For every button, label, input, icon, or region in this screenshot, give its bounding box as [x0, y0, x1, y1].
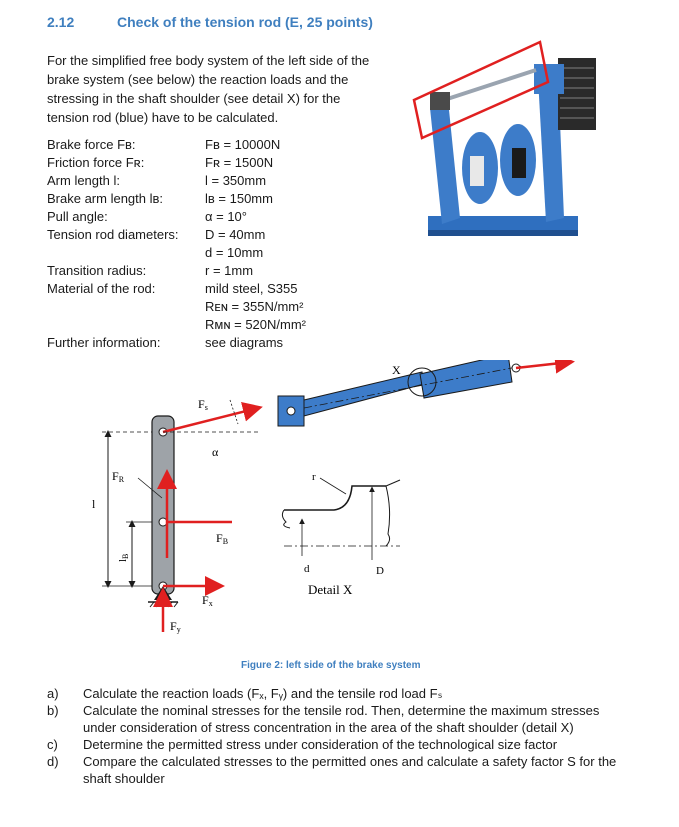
brake-lining-left: [470, 156, 484, 186]
param-label: Pull angle:: [47, 209, 108, 224]
label-fx: Fx: [202, 593, 213, 608]
brake-left-arm: [430, 100, 460, 224]
section-number: 2.12: [47, 14, 75, 30]
task-marker: a): [47, 686, 59, 701]
label-fs: Fs: [198, 397, 208, 412]
param-label: Further information:: [47, 335, 161, 350]
label-lb: lB: [117, 553, 130, 562]
intro-line: tension rod (blue) have to be calculated.: [47, 110, 279, 125]
label-alpha: α: [212, 445, 219, 459]
brake-base-shadow: [428, 230, 578, 236]
param-value: lʙ = 150mm: [205, 191, 273, 206]
param-label: Material of the rod:: [47, 281, 156, 296]
detail-x-caption: Detail X: [308, 582, 353, 597]
task-text: Determine the permitted stress under consideration of the technological size factor: [83, 737, 558, 752]
task-marker: b): [47, 703, 59, 718]
param-value: α = 10°: [205, 209, 247, 224]
label-x: X: [392, 363, 401, 377]
angle-arc: [230, 400, 238, 424]
task-item: [47, 702, 627, 736]
param-label: Brake arm length lʙ:: [47, 191, 164, 206]
task-item: [47, 753, 627, 787]
rod-pin-left: [287, 407, 295, 415]
label-d-big: D: [376, 565, 384, 577]
task-marker: d): [47, 754, 59, 769]
lever-arm: [152, 416, 174, 594]
param-label: [47, 244, 179, 262]
param-value: Fʙ = 10000N: [205, 137, 281, 152]
rod-end-block: [430, 92, 450, 110]
parameter-labels: [47, 136, 179, 352]
param-label: Arm length l:: [47, 173, 120, 188]
param-value: Fʀ = 1500N: [205, 155, 274, 170]
label-fy: Fy: [170, 619, 181, 634]
detail-x-drawing: [282, 478, 400, 560]
task-list: [47, 685, 627, 787]
label-d-small: d: [304, 563, 310, 575]
label-fr: FR: [112, 469, 125, 484]
param-value: r = 1mm: [205, 263, 254, 278]
param-value: D = 40mm: [205, 227, 266, 242]
actuator-mount: [534, 64, 564, 94]
label-l: l: [92, 497, 96, 511]
param-value: see diagrams: [205, 335, 284, 350]
param-label: Brake force Fʙ:: [47, 137, 136, 152]
free-body-diagram: [90, 360, 590, 650]
label-r: r: [312, 471, 316, 483]
brake-lining-right: [512, 148, 526, 178]
task-item: [47, 736, 627, 753]
task-text: Calculate the nominal stresses for the tensile rod. Then, determine the maximum stresses under consideration of stress concentration in the area of the shaft shoulder (detail X): [83, 703, 600, 735]
brake-photo: [408, 38, 608, 248]
task-text: Compare the calculated stresses to the permitted ones and calculate a safety factor S for the shaft shoulder: [83, 754, 617, 786]
param-label: [47, 316, 179, 334]
param-value: l = 350mm: [205, 173, 267, 188]
section-title: Check of the tension rod (E, 25 points): [117, 14, 373, 30]
param-label: [47, 298, 179, 316]
force-fs-arrow: [163, 408, 258, 432]
intro-line: stressing in the shaft shoulder (see detail X) for the: [47, 91, 341, 106]
rod-shaft-thick: [420, 360, 512, 398]
task-item: [47, 685, 627, 702]
param-label: Transition radius:: [47, 263, 147, 278]
parameter-values: [205, 136, 306, 352]
intro-paragraph: [47, 51, 407, 127]
figure-caption: Figure 2: left side of the brake system: [241, 660, 421, 671]
intro-line: For the simplified free body system of the left side of the: [47, 53, 370, 68]
tension-rod-photo: [438, 70, 536, 102]
param-value: d = 10mm: [205, 245, 264, 260]
param-value: Rᴍɴ = 520N/mm²: [205, 317, 307, 332]
task-text: Calculate the reaction loads (Fₓ, Fᵧ) and the tensile rod load Fₛ: [83, 686, 443, 701]
param-value: Rᴇɴ = 355N/mm²: [205, 299, 304, 314]
param-label: Tension rod diameters:: [47, 227, 179, 242]
param-value: mild steel, S355: [205, 281, 298, 296]
intro-line: brake system (see below) the reaction loads and the: [47, 72, 349, 87]
force-fs-right-arrow: [516, 362, 570, 368]
rod-shaft-thin: [304, 372, 424, 416]
param-label: Friction force Fʀ:: [47, 155, 145, 170]
label-fb: FB: [216, 531, 229, 546]
task-marker: c): [47, 737, 58, 752]
